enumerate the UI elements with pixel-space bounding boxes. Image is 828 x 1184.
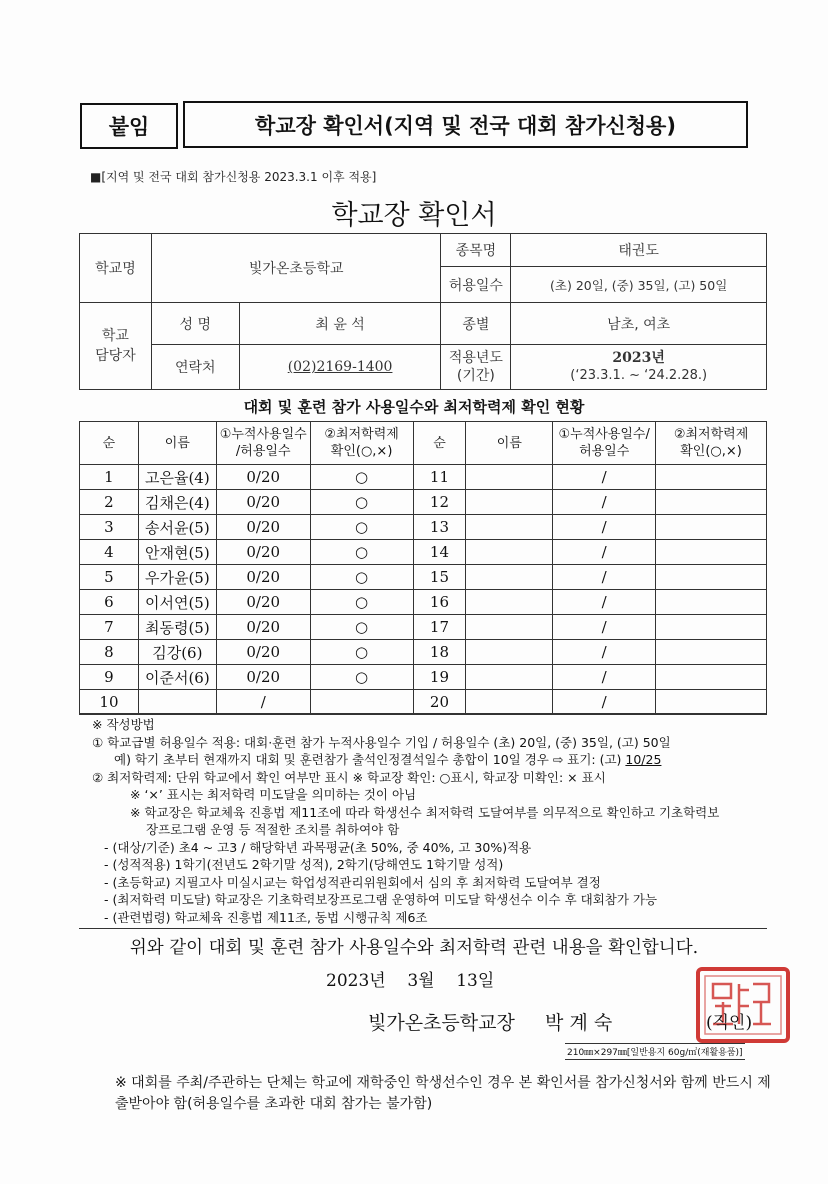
table-row (80, 665, 767, 690)
confirmation-text: 위와 같이 대회 및 훈련 참가 사용일수와 최저학력 관련 내용을 확인합니다. (129, 938, 699, 958)
row-name-right (466, 540, 553, 565)
row-days: 0/20 (216, 465, 310, 490)
row-days-right: / (553, 540, 656, 565)
row-name: 송서윤(5) (138, 515, 216, 540)
row-days: 0/20 (216, 540, 310, 565)
staff-name: 최 윤 석 (239, 303, 441, 345)
row-days-right: / (553, 690, 656, 715)
row-days-right: / (553, 490, 656, 515)
row-academic-mark-right (656, 665, 767, 690)
method-line-3: ※ ‘×’ 표시는 최저학력 미도달을 의미하는 것이 아님 (130, 787, 417, 802)
row-name-right (466, 565, 553, 590)
row-academic-mark-right (656, 690, 767, 715)
table-row (80, 540, 767, 565)
method-title: ※ 작성방법 (92, 717, 155, 732)
principal-name: 박 계 숙 (545, 1012, 613, 1034)
row-name-right (466, 665, 553, 690)
staff-label: 학교 담당자 (80, 303, 152, 390)
row-no-right: 13 (413, 515, 466, 540)
row-days: 0/20 (216, 590, 310, 615)
row-no: 1 (80, 465, 139, 490)
row-academic-mark (310, 690, 413, 715)
row-academic-mark: ○ (310, 540, 413, 565)
usage-heading: 대회 및 훈련 참가 사용일수와 최저학력제 확인 현황 (243, 398, 585, 416)
school-label: 학교명 (80, 234, 152, 303)
category-value: 남초, 여초 (511, 303, 767, 345)
example-value: 10/25 (625, 752, 662, 767)
row-name: 우가윤(5) (138, 565, 216, 590)
date-year: 2023년 (326, 971, 386, 991)
method-bottom-rule (79, 928, 767, 929)
row-academic-mark-right (656, 615, 767, 640)
row-days-right: / (553, 615, 656, 640)
row-no: 5 (80, 565, 139, 590)
col-header-no: 순 (80, 422, 139, 465)
row-academic-mark-right (656, 540, 767, 565)
row-no: 2 (80, 490, 139, 515)
date-month: 3월 (407, 971, 435, 991)
row-name: 이준서(6) (138, 665, 216, 690)
method-bullet-2: - (성적적용) 1학기(전년도 2학기말 성적), 2학기(당해연도 1학기말 성적) (104, 857, 504, 872)
name-label: 성 명 (151, 303, 239, 345)
date-day: 13일 (456, 971, 495, 991)
row-days-right: / (553, 665, 656, 690)
table-row (80, 690, 767, 715)
method-line-1b: 예) 학기 초부터 현재까지 대회 및 훈련참가 출석인정결석일수 총합이 10일 경우 ⇨ 표기: (고) (114, 752, 626, 767)
method-line-1: ① 학교급별 허용일수 적용: 대회·훈련 참가 누적사용일수 기입 / 허용일수 (초) 20일, (중) 35일, (고) 50일 (92, 734, 671, 750)
col-header-no-right: 순 (413, 422, 466, 465)
row-name: 고은율(4) (138, 465, 216, 490)
row-academic-mark: ○ (310, 565, 413, 590)
row-academic-mark-right (656, 640, 767, 665)
row-no: 6 (80, 590, 139, 615)
page-title: 학교장 확인서 (331, 200, 497, 231)
row-academic-mark-right (656, 490, 767, 515)
category-label: 종별 (441, 303, 511, 345)
allowed-days-value: (초) 20일, (중) 35일, (고) 50일 (511, 267, 767, 303)
row-academic-mark-right (656, 590, 767, 615)
method-bullet-1: - (대상/기준) 초4 ~ 고3 / 해당학년 과목평균(초 50%, 중 40%, 고 30%)적용 (104, 839, 532, 855)
row-no: 9 (80, 665, 139, 690)
applied-note: ■[지역 및 전국 대회 참가신청용 2023.3.1 이후 적용] (90, 170, 377, 184)
contact-value: (02)2169-1400 (287, 359, 393, 375)
method-notes (92, 716, 772, 926)
row-academic-mark-right (656, 565, 767, 590)
row-name: 이서연(5) (138, 590, 216, 615)
row-name: 김채은(4) (138, 490, 216, 515)
col-header-name-right: 이름 (466, 422, 553, 465)
row-days: 0/20 (216, 565, 310, 590)
row-no: 4 (80, 540, 139, 565)
col-header-name: 이름 (138, 422, 216, 465)
principal-title: 빛가온초등학교장 (368, 1012, 515, 1034)
row-no-right: 19 (413, 665, 466, 690)
method-bullet-5: - (관련법령) 학교체육 진흥법 제11조, 동법 시행규칙 제6조 (104, 909, 428, 925)
row-no-right: 11 (413, 465, 466, 490)
row-name-right (466, 465, 553, 490)
table-row (80, 465, 767, 490)
row-no: 10 (80, 690, 139, 715)
row-name-right (466, 490, 553, 515)
table-row (80, 490, 767, 515)
col-header-days: ①누적사용일수 /허용일수 (216, 422, 310, 465)
row-days: / (216, 690, 310, 715)
row-academic-mark: ○ (310, 515, 413, 540)
row-days-right: / (553, 590, 656, 615)
row-no-right: 17 (413, 615, 466, 640)
row-no-right: 16 (413, 590, 466, 615)
method-bullet-3: - (초등학교) 지필고사 미실시교는 학업성적관리위원회에서 심의 후 최저학력 도달여부 결정 (104, 874, 601, 890)
row-name: 김강(6) (138, 640, 216, 665)
issue-date (326, 966, 494, 991)
row-no-right: 20 (413, 690, 466, 715)
row-academic-mark-right (656, 465, 767, 490)
col-header-academic-right: ②최저학력제 확인(○,×) (656, 422, 767, 465)
row-days: 0/20 (216, 490, 310, 515)
year-label: 적용년도 (기간) (441, 345, 511, 390)
period-value: (‘23.3.1. ~ ‘24.2.28.) (570, 368, 708, 383)
col-header-days-right: ①누적사용일수/ 허용일수 (553, 422, 656, 465)
row-academic-mark: ○ (310, 665, 413, 690)
row-academic-mark: ○ (310, 640, 413, 665)
row-days-right: / (553, 565, 656, 590)
contact-label: 연락처 (151, 345, 239, 390)
usage-table (79, 421, 767, 715)
row-name-right (466, 690, 553, 715)
footer-note: ※ 대회를 주최/주관하는 단체는 학교에 재학중인 학생선수인 경우 본 확인서를 참가신청서와 함께 반드시 제출받아야 함(허용일수를 초과한 대회 참가는 불가함) (115, 1075, 771, 1112)
table-row (80, 615, 767, 640)
row-academic-mark: ○ (310, 490, 413, 515)
row-academic-mark-right (656, 515, 767, 540)
row-no-right: 18 (413, 640, 466, 665)
row-name-right (466, 590, 553, 615)
row-no: 7 (80, 615, 139, 640)
paper-spec: 210㎜×297㎜[일반용지 60g/㎡(재활용품)] (565, 1043, 745, 1060)
row-no: 8 (80, 640, 139, 665)
row-days: 0/20 (216, 665, 310, 690)
usage-table-bottom-rule (79, 713, 767, 714)
row-no: 3 (80, 515, 139, 540)
year-value: 2023년 (612, 350, 665, 366)
school-name: 빛가온초등학교 (151, 234, 441, 303)
document-title-box: 학교장 확인서(지역 및 전국 대회 참가신청용) (183, 101, 748, 148)
table-row (80, 565, 767, 590)
principal-signature (368, 1008, 612, 1035)
col-header-academic: ②최저학력제 확인(○,×) (310, 422, 413, 465)
row-name-right (466, 640, 553, 665)
allowed-days-label: 허용일수 (441, 267, 511, 303)
method-line-2: ② 최저학력제: 단위 학교에서 확인 여부만 표시 ※ 학교장 확인: ○표시, 학교장 미확인: × 표시 (92, 769, 606, 785)
row-name: 최동령(5) (138, 615, 216, 640)
row-name: 안재현(5) (138, 540, 216, 565)
table-row (80, 590, 767, 615)
row-days-right: / (553, 465, 656, 490)
row-days: 0/20 (216, 615, 310, 640)
row-days-right: / (553, 515, 656, 540)
table-row (80, 515, 767, 540)
sport-label: 종목명 (441, 234, 511, 267)
row-days: 0/20 (216, 515, 310, 540)
row-academic-mark: ○ (310, 465, 413, 490)
table-row (80, 640, 767, 665)
row-days: 0/20 (216, 640, 310, 665)
info-table (79, 233, 767, 390)
row-academic-mark: ○ (310, 615, 413, 640)
row-name (138, 690, 216, 715)
seal-label: (직인) (706, 1013, 753, 1033)
row-name-right (466, 615, 553, 640)
row-name-right (466, 515, 553, 540)
row-academic-mark: ○ (310, 590, 413, 615)
row-days-right: / (553, 640, 656, 665)
attachment-label: 붙임 (80, 103, 178, 149)
method-line-4: ※ 학교장은 학교체육 진흥법 제11조에 따라 학생선수 최저학력 도달여부를 의무적으로 확인하고 기초학력보 (130, 804, 720, 820)
method-line-4b: 장프로그램 운영 등 적절한 조치를 취하여야 함 (146, 822, 400, 837)
sport-value: 태권도 (511, 234, 767, 267)
row-no-right: 12 (413, 490, 466, 515)
row-no-right: 14 (413, 540, 466, 565)
method-bullet-4: - (최저학력 미도달) 학교장은 기초학력보장프로그램 운영하여 미도달 학생선수 이수 후 대회참가 가능 (104, 892, 658, 907)
row-no-right: 15 (413, 565, 466, 590)
